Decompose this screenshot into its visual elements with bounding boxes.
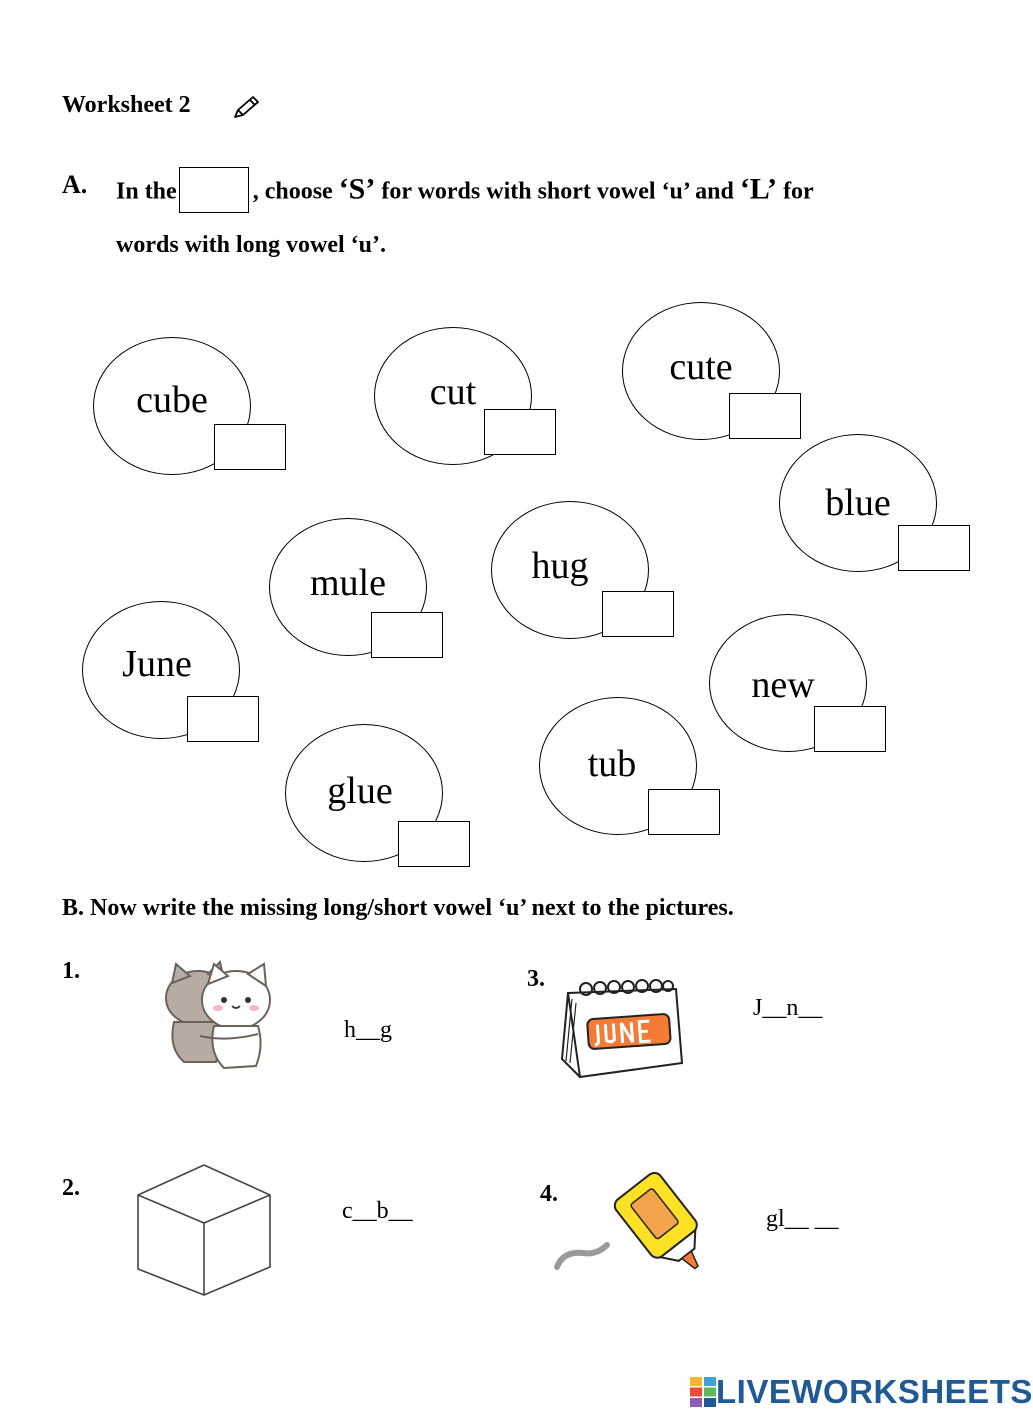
s-letter: ‘S’ [338,172,376,206]
word-label: hug [531,545,589,587]
answer-box-glue[interactable] [398,821,470,867]
instruction-text-1: In the [116,178,177,205]
word-label: June [122,643,192,685]
instruction-text-4: for [783,178,814,205]
glue-bottle-picture [553,1163,715,1275]
answer-box-cute[interactable] [729,393,801,439]
item-number-4: 4. [540,1181,558,1207]
word-label: glue [327,770,393,812]
item-number-3: 3. [527,966,545,992]
word-label: cute [669,346,733,388]
item-number-1: 1. [62,958,80,984]
liveworksheets-logo-icon [690,1377,716,1407]
answer-box-june[interactable] [187,696,259,742]
pencil-icon [232,94,262,120]
instruction-text-3: for words with short vowel ‘u’ and [381,178,734,205]
answer-box-mule[interactable] [371,612,443,658]
word-label: mule [310,562,386,604]
instruction-text-2: , choose [252,178,333,205]
word-label: tub [587,743,637,785]
answer-box-new[interactable] [814,706,886,752]
section-a-label: A. [62,170,88,199]
word-label: new [751,664,815,706]
answer-box-hug[interactable] [602,591,674,637]
item-number-2: 2. [62,1175,80,1201]
answer-box-cut[interactable] [484,409,556,455]
worksheet-title: Worksheet 2 [62,92,191,118]
word-label: blue [825,482,891,524]
liveworksheets-logo [690,1372,1033,1412]
june-calendar-picture [558,975,688,1083]
answer-box-tub[interactable] [648,789,720,835]
section-a-instruction-line2: words with long vowel ‘u’. [116,232,387,258]
liveworksheets-logo-text: LIVEWORKSHEETS [716,1373,1033,1410]
blank-word-4: gl__ __ [766,1206,839,1232]
l-letter: ‘L’ [739,172,778,206]
section-a-instruction [116,170,814,216]
cube-picture [136,1163,272,1297]
blank-word-2: c__b__ [342,1198,413,1224]
blank-word-3: J__n__ [753,995,823,1021]
blank-word-1: h__g [344,1017,392,1043]
answer-box-blue[interactable] [898,525,970,571]
word-label: cut [429,371,477,413]
section-b-instruction: B. Now write the missing long/short vowel ‘u’ next to the pictures. [62,895,734,921]
word-label: cube [136,379,208,421]
example-answer-box [179,167,249,213]
answer-box-cube[interactable] [214,424,286,470]
hugging-cats-picture [160,958,285,1076]
